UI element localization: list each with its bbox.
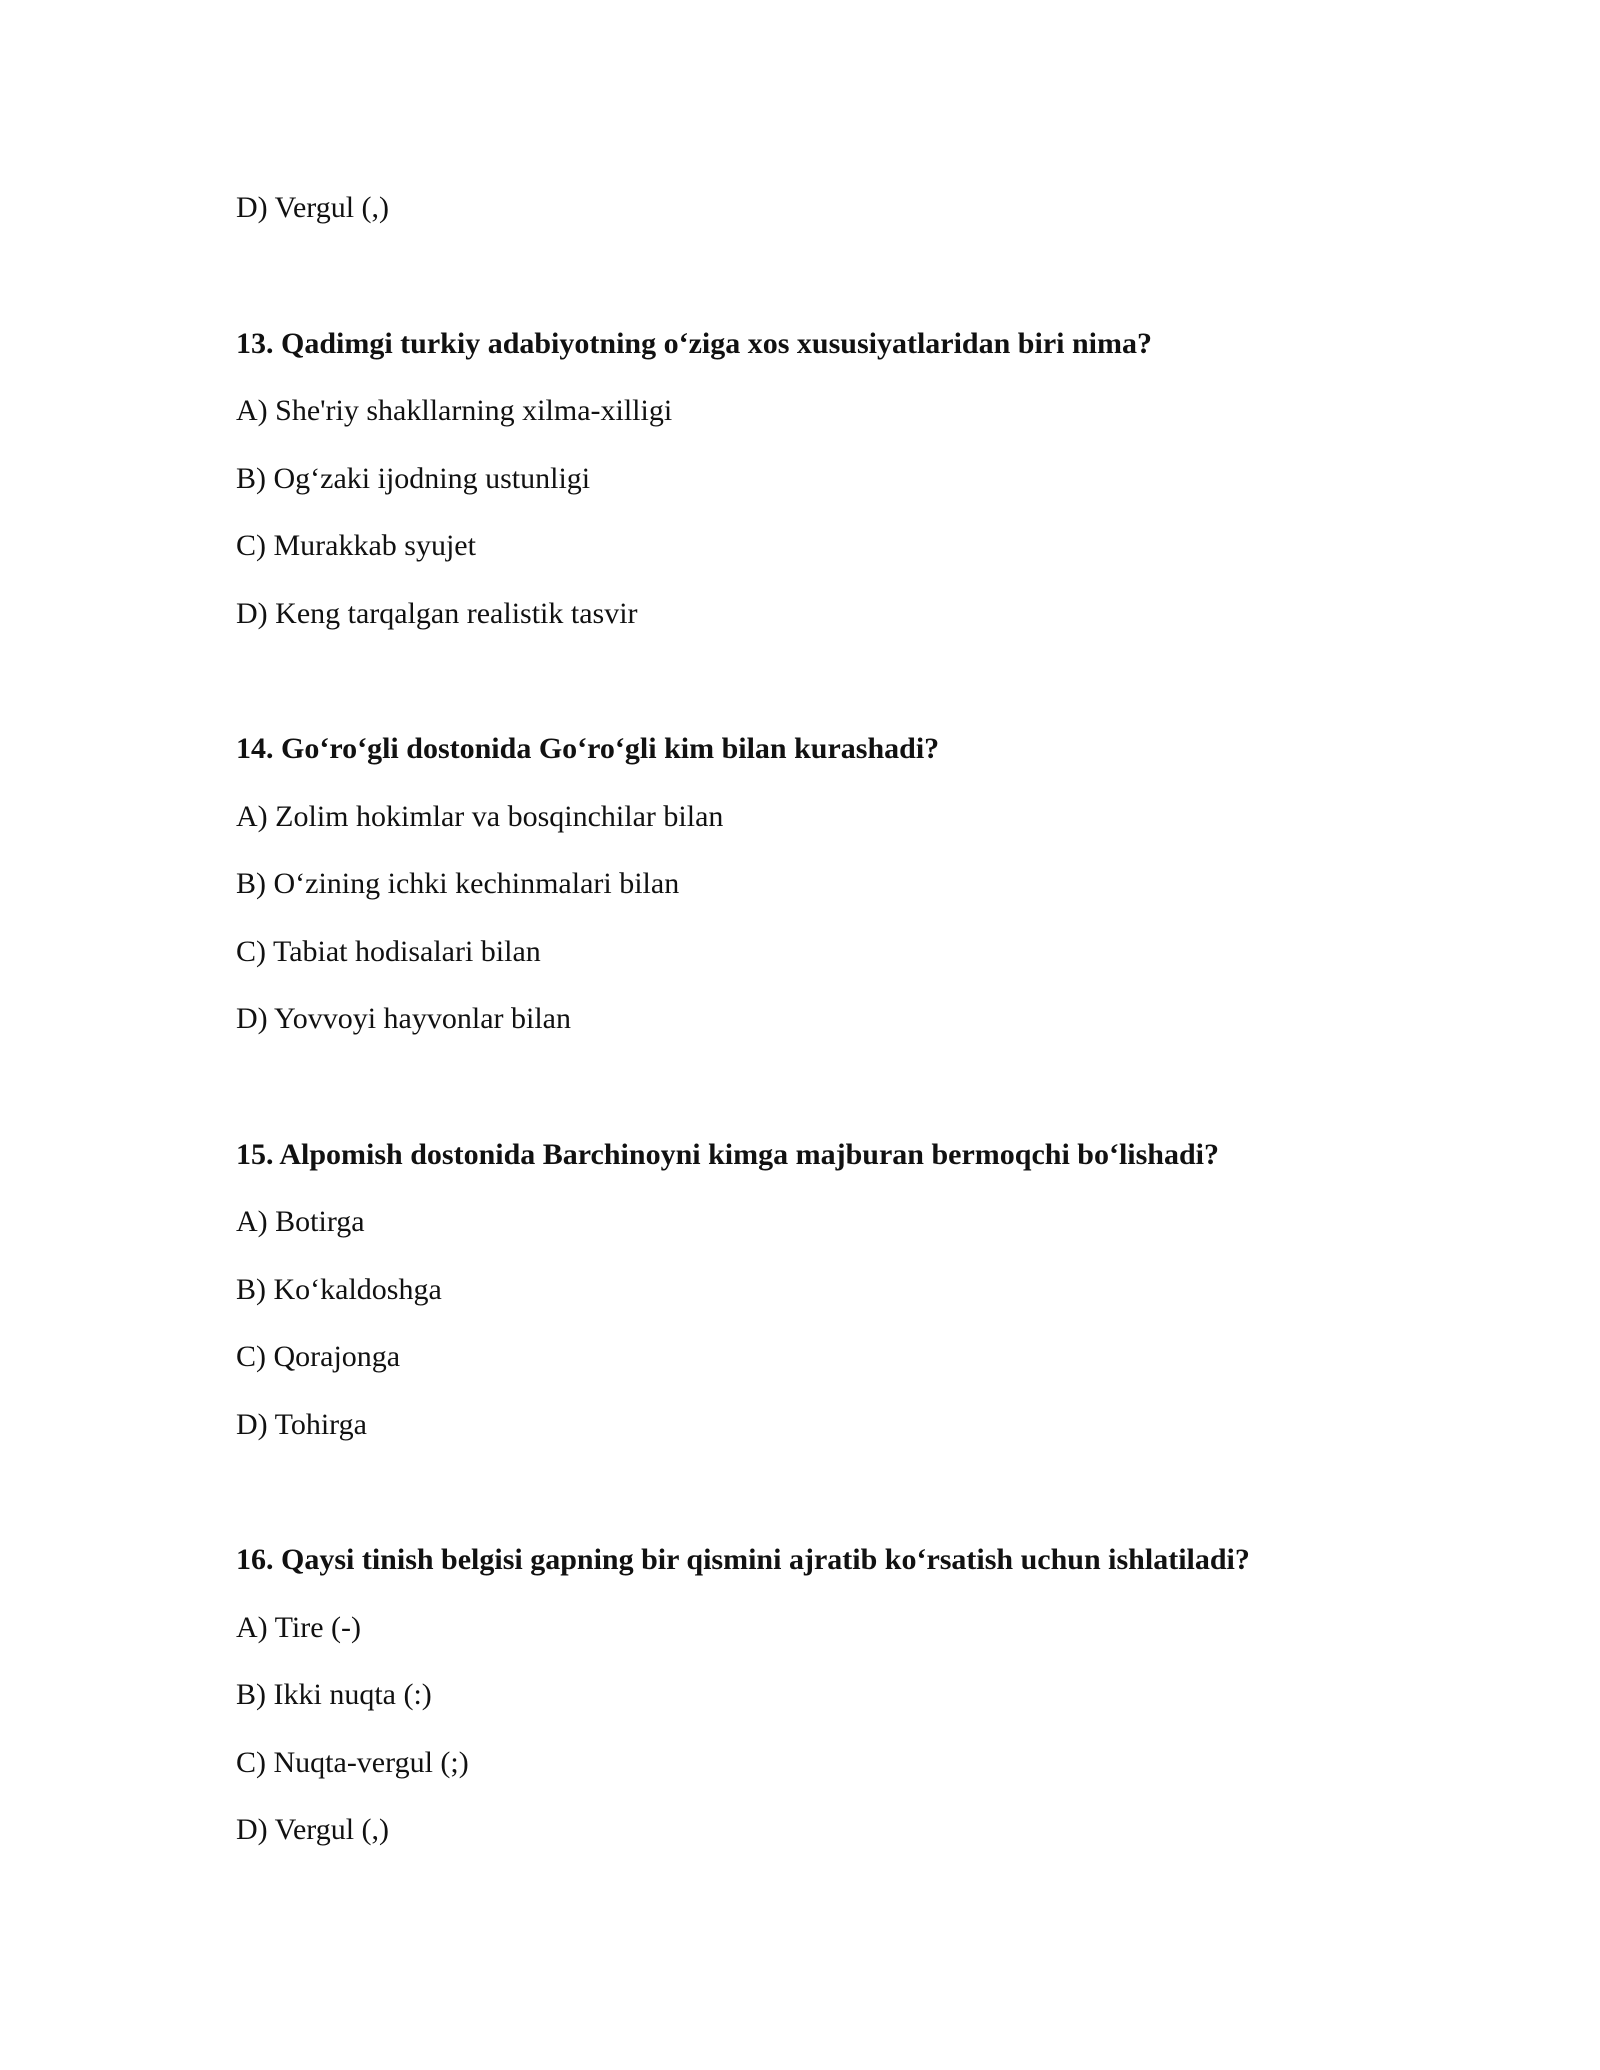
question-16-option-a: A) Tire (-) <box>236 1611 361 1644</box>
answer-option: D) Vergul (,) <box>236 191 390 224</box>
question-16-text: 16. Qaysi tinish belgisi gapning bir qismini ajratib ko‘rsatish uchun ishlatiladi? <box>236 1543 1250 1576</box>
question-15-option-a: A) Botirga <box>236 1205 365 1238</box>
question-16-option-d: D) Vergul (,) <box>236 1813 390 1846</box>
question-13-option-a: A) She'riy shakllarning xilma-xilligi <box>236 394 673 427</box>
question-14-option-a: A) Zolim hokimlar va bosqinchilar bilan <box>236 800 724 833</box>
question-13-text: 13. Qadimgi turkiy adabiyotning o‘ziga xos xususiyatlaridan biri nima? <box>236 327 1152 360</box>
question-15-text: 15. Alpomish dostonida Barchinoyni kimga majburan bermoqchi bo‘lishadi? <box>236 1138 1219 1171</box>
question-15-option-c: C) Qorajonga <box>236 1340 401 1373</box>
question-16-option-b: B) Ikki nuqta (:) <box>236 1678 432 1711</box>
question-15-option-b: B) Ko‘kaldoshga <box>236 1273 442 1306</box>
question-15-option-d: D) Tohirga <box>236 1408 367 1441</box>
question-13-option-c: C) Murakkab syujet <box>236 529 476 562</box>
question-14-option-b: B) O‘zining ichki kechinmalari bilan <box>236 867 680 900</box>
question-14-option-c: C) Tabiat hodisalari bilan <box>236 935 541 968</box>
question-13-option-b: B) Og‘zaki ijodning ustunligi <box>236 462 591 495</box>
question-14-option-d: D) Yovvoyi hayvonlar bilan <box>236 1002 571 1035</box>
question-16-option-c: C) Nuqta-vergul (;) <box>236 1746 469 1779</box>
question-13-option-d: D) Keng tarqalgan realistik tasvir <box>236 597 638 630</box>
question-14-text: 14. Go‘ro‘gli dostonida Go‘ro‘gli kim bilan kurashadi? <box>236 732 940 765</box>
